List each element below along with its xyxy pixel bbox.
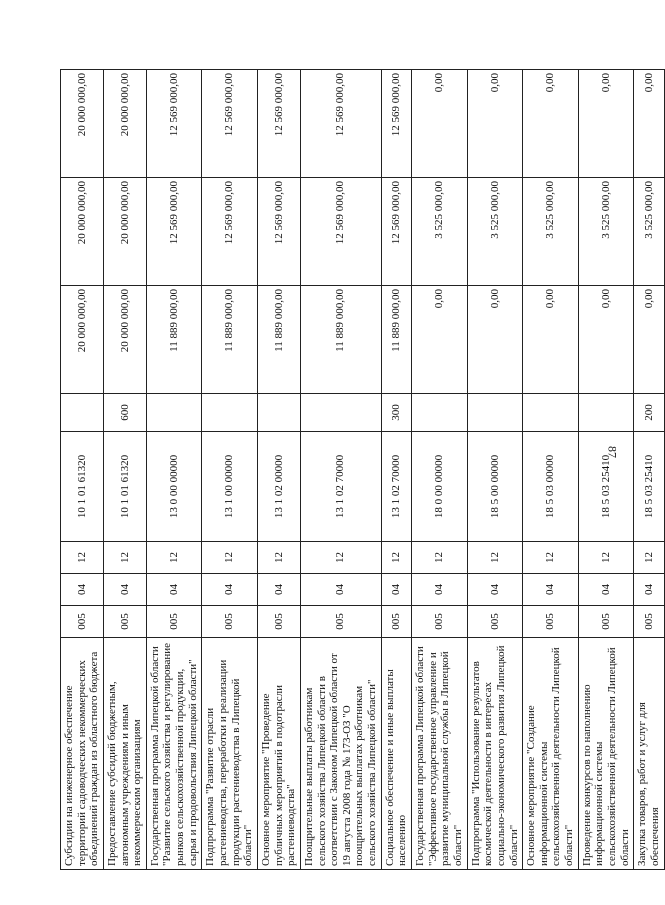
row-name: Подпрограмма "Использование результатов космической деятельности в интересах социально-экономического развития Липецкой области" [467,638,523,870]
row-amount-1: 0,00 [467,286,523,394]
row-name: Государственная программа Липецкой области "Эффективное государственное управление и развитие муниципальной службы в Липецкой области" [412,638,468,870]
row-expense-type [300,394,381,432]
row-target-article: 13 1 02 70000 [381,432,411,542]
row-amount-2: 12 569 000,00 [146,178,202,286]
row-subsection-code: 12 [146,542,202,574]
row-name: Подпрограмма "Развитие отрасли растениеводства, переработки и реализации продукции растениеводства в Липецкой области" [202,638,258,870]
row-amount-2: 20 000 000,00 [103,178,146,286]
row-amount-1: 20 000 000,00 [103,286,146,394]
row-name: Субсидии на инженерное обеспечение территорий садоводческих некоммерческих объединений граждан из областного бюджета [61,638,104,870]
row-target-article: 10 1 01 61320 [61,432,104,542]
row-amount-3: 0,00 [467,70,523,178]
row-subsection-code: 12 [523,542,579,574]
row-target-article: 13 1 02 00000 [257,432,300,542]
row-subsection-code: 12 [412,542,468,574]
row-section-code: 04 [257,574,300,606]
row-expense-type [578,394,634,432]
row-amount-1: 11 889 000,00 [202,286,258,394]
row-amount-3: 12 569 000,00 [202,70,258,178]
row-section-code: 04 [146,574,202,606]
row-name: Социальное обеспечение и иные выплаты населению [381,638,411,870]
row-amount-3: 0,00 [523,70,579,178]
row-grbs-code: 005 [300,606,381,638]
budget-table-body [61,70,665,870]
page-number: 87 [605,446,620,458]
row-section-code: 04 [578,574,634,606]
row-amount-3: 12 569 000,00 [300,70,381,178]
row-name: Основное мероприятие "Создание информационной системы сельскохозяйственной деятельности Липецкой области" [523,638,579,870]
row-grbs-code: 005 [103,606,146,638]
row-section-code: 04 [523,574,579,606]
row-amount-2: 12 569 000,00 [257,178,300,286]
row-amount-1: 11 889 000,00 [381,286,411,394]
row-subsection-code: 12 [381,542,411,574]
row-expense-type: 200 [634,394,664,432]
row-section-code: 04 [300,574,381,606]
row-amount-3: 0,00 [412,70,468,178]
row-target-article: 13 0 00 00000 [146,432,202,542]
row-grbs-code: 005 [523,606,579,638]
table-row [467,70,523,870]
row-subsection-code: 12 [578,542,634,574]
row-amount-3: 20 000 000,00 [61,70,104,178]
row-grbs-code: 005 [202,606,258,638]
row-subsection-code: 12 [103,542,146,574]
row-expense-type [412,394,468,432]
table-row [257,70,300,870]
row-name: Закупка товаров, работ и услуг для обеспечения [634,638,664,870]
row-amount-2: 3 525 000,00 [523,178,579,286]
row-amount-2: 3 525 000,00 [634,178,664,286]
row-subsection-code: 12 [634,542,664,574]
row-target-article: 18 5 03 25410 [578,432,634,542]
row-amount-3: 0,00 [634,70,664,178]
row-expense-type [202,394,258,432]
row-amount-1: 0,00 [634,286,664,394]
row-amount-1: 11 889 000,00 [300,286,381,394]
table-row [146,70,202,870]
row-grbs-code: 005 [146,606,202,638]
row-amount-1: 0,00 [523,286,579,394]
row-target-article: 18 0 00 00000 [412,432,468,542]
row-section-code: 04 [412,574,468,606]
row-amount-2: 20 000 000,00 [61,178,104,286]
row-amount-2: 3 525 000,00 [412,178,468,286]
table-row [578,70,634,870]
row-amount-1: 11 889 000,00 [146,286,202,394]
row-amount-2: 3 525 000,00 [467,178,523,286]
row-amount-2: 3 525 000,00 [578,178,634,286]
row-subsection-code: 12 [257,542,300,574]
row-subsection-code: 12 [467,542,523,574]
row-amount-3: 12 569 000,00 [146,70,202,178]
row-amount-3: 0,00 [578,70,634,178]
row-amount-1: 20 000 000,00 [61,286,104,394]
row-subsection-code: 12 [202,542,258,574]
row-amount-1: 0,00 [412,286,468,394]
row-amount-2: 12 569 000,00 [202,178,258,286]
row-name: Проведение конкурсов по наполнению информационной системы сельскохозяйственной деятельности Липецкой области [578,638,634,870]
row-grbs-code: 005 [381,606,411,638]
row-name: Поощрительные выплаты работникам сельского хозяйства Липецкой области в соответствии с Законом Липецкой области от 19 августа 2008 года № 173-ОЗ "О поощрительных выплатах работникам сельского хозяйства Липецкой области" [300,638,381,870]
row-target-article: 18 5 03 25410 [634,432,664,542]
row-amount-3: 20 000 000,00 [103,70,146,178]
row-section-code: 04 [61,574,104,606]
row-section-code: 04 [634,574,664,606]
row-section-code: 04 [467,574,523,606]
row-expense-type: 300 [381,394,411,432]
row-grbs-code: 005 [257,606,300,638]
row-grbs-code: 005 [61,606,104,638]
row-amount-2: 12 569 000,00 [300,178,381,286]
row-section-code: 04 [381,574,411,606]
row-target-article: 13 1 00 00000 [202,432,258,542]
row-amount-1: 11 889 000,00 [257,286,300,394]
row-section-code: 04 [202,574,258,606]
row-expense-type [467,394,523,432]
row-grbs-code: 005 [412,606,468,638]
row-amount-3: 12 569 000,00 [381,70,411,178]
row-amount-2: 12 569 000,00 [381,178,411,286]
row-section-code: 04 [103,574,146,606]
table-row [300,70,381,870]
row-expense-type: 600 [103,394,146,432]
table-row [103,70,146,870]
row-name: Предоставление субсидий бюджетным, автономным учреждениям и иным некоммерческим организациям [103,638,146,870]
row-name: Основное мероприятие "Проведение публичных мероприятий в подотрасли растениеводства" [257,638,300,870]
row-grbs-code: 005 [634,606,664,638]
table-row [202,70,258,870]
row-target-article: 10 1 01 61320 [103,432,146,542]
table-row [381,70,411,870]
table-row [523,70,579,870]
table-row [634,70,664,870]
row-amount-1: 0,00 [578,286,634,394]
row-subsection-code: 12 [61,542,104,574]
row-expense-type [523,394,579,432]
table-row [61,70,104,870]
table-row [412,70,468,870]
row-expense-type [146,394,202,432]
row-amount-3: 12 569 000,00 [257,70,300,178]
row-target-article: 18 5 00 00000 [467,432,523,542]
row-subsection-code: 12 [300,542,381,574]
row-grbs-code: 005 [467,606,523,638]
row-name: Государственная программа Липецкой области "Развитие сельского хозяйства и регулирование рынков сельскохозяйственной продукции, сырья и продовольствия Липецкой области" [146,638,202,870]
row-target-article: 13 1 02 70000 [300,432,381,542]
row-grbs-code: 005 [578,606,634,638]
budget-table [60,69,665,870]
row-expense-type [61,394,104,432]
row-expense-type [257,394,300,432]
row-target-article: 18 5 03 00000 [523,432,579,542]
